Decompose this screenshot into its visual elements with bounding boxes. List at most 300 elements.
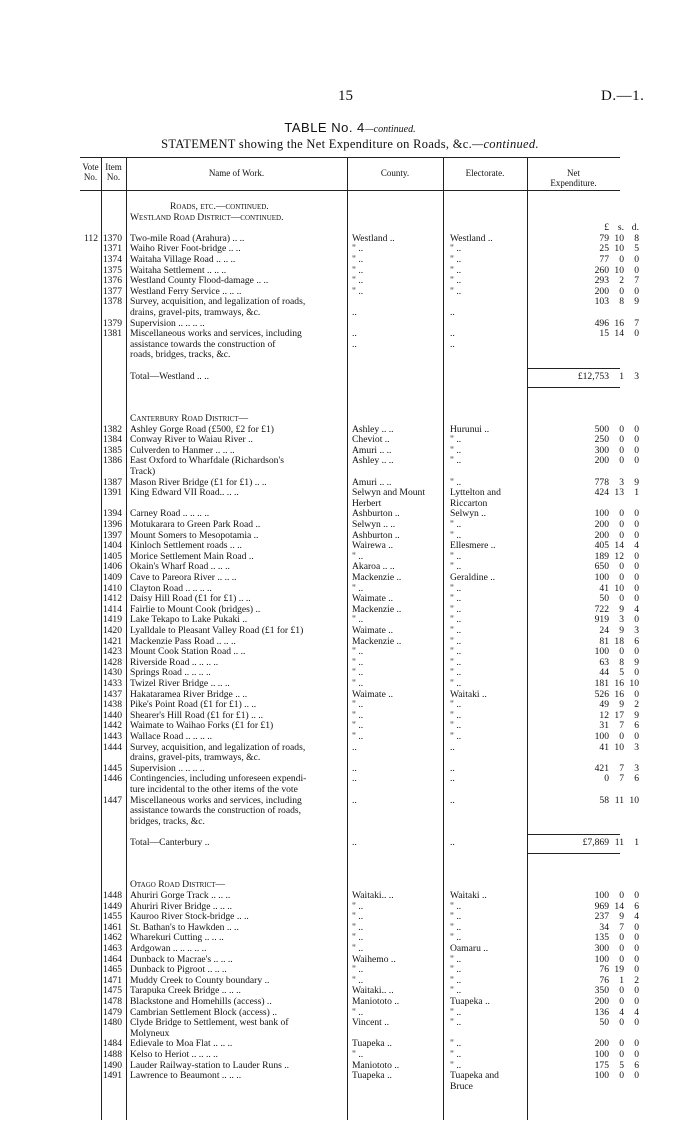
cell-name: Westland County Flood-damage .. ..	[130, 275, 269, 287]
cell-name: Waitaha Village Road .. .. ..	[130, 254, 236, 265]
table-row	[80, 880, 620, 890]
cell-item: 1428	[102, 656, 122, 668]
cell-elect: " ..	[450, 434, 462, 446]
cell-name: Lawrence to Beaumont .. .. ..	[130, 1070, 242, 1082]
cell-pounds: 650	[594, 561, 609, 573]
cell-pounds: 41	[599, 582, 609, 594]
cell-county: Mackenzie ..	[352, 635, 402, 647]
cell-elect: " ..	[450, 709, 462, 721]
cell-name: Waitaha Settlement .. .. ..	[130, 264, 227, 276]
cell-county: Ashburton ..	[352, 529, 400, 541]
cell-d: 0	[634, 943, 639, 954]
statement-suffix: —continued.	[472, 137, 539, 151]
cell-sh: 0	[619, 572, 624, 583]
table-row	[80, 794, 639, 806]
cell-d: d.	[631, 222, 639, 234]
cell-name: King Edward VII Road.. .. ..	[130, 487, 239, 499]
table-row	[80, 285, 639, 297]
cell-d: 9	[634, 709, 639, 721]
table-title-text: TABLE No. 4	[284, 120, 365, 135]
table-row	[80, 403, 620, 413]
cell-sh: 0	[619, 561, 624, 573]
cell-elect: " ..	[450, 550, 462, 562]
cell-elect: " ..	[450, 254, 462, 265]
cell-sh: 14	[614, 328, 624, 340]
cell-sh: 10	[614, 264, 624, 276]
cell-county: " ..	[352, 646, 364, 658]
cell-county: ..	[352, 794, 357, 806]
cell-sh: 13	[614, 487, 624, 499]
cell-name: Supervision .. .. .. ..	[130, 762, 205, 774]
cell-name: assistance towards the construction of	[130, 338, 276, 350]
cell-elect: " ..	[450, 985, 462, 997]
cell-pounds: 44	[599, 667, 609, 679]
cell-elect: " ..	[450, 476, 462, 488]
cell-pounds: 200	[594, 519, 609, 530]
cell-sh: 18	[614, 635, 624, 647]
cell-item: 1445	[102, 762, 122, 774]
cell-name: Canterbury Road District—	[130, 413, 249, 424]
cell-name: Edievale to Moa Flat .. .. ..	[130, 1038, 233, 1050]
cell-county: " ..	[352, 911, 364, 923]
cell-item: 1443	[102, 731, 122, 742]
cell-d: 0	[634, 985, 639, 997]
cell-d: 0	[634, 921, 639, 933]
cell-elect: " ..	[450, 561, 462, 573]
cell-name: Survey, acquisition, and legalization of roads,	[130, 296, 306, 308]
cell-county: " ..	[352, 656, 364, 668]
table-row	[80, 943, 639, 954]
cell-pounds: 76	[599, 974, 609, 986]
cell-name: Muddy Creek to County boundary ..	[130, 974, 270, 986]
header-vote	[80, 162, 101, 182]
cell-pounds: 76	[599, 964, 609, 976]
cell-elect: " ..	[450, 264, 462, 276]
table-row	[80, 635, 639, 647]
cell-elect: " ..	[450, 678, 462, 689]
cell-sh: 9	[619, 699, 624, 711]
cell-pounds: 293	[594, 275, 609, 287]
cell-name: Total—Westland .. ..	[130, 370, 210, 382]
table-row	[80, 699, 639, 711]
cell-sh: 0	[619, 519, 624, 530]
cell-sh: 9	[619, 911, 624, 923]
cell-d: 5	[634, 243, 639, 255]
cell-sh: 10	[614, 741, 624, 753]
cell-county: " ..	[352, 731, 364, 742]
table-row	[80, 467, 620, 477]
cell-d: 0	[634, 953, 639, 965]
cell-elect: ..	[450, 762, 455, 774]
table-row	[80, 625, 639, 636]
cell-item: 1409	[102, 572, 122, 583]
cell-county: Cheviot ..	[352, 434, 390, 446]
cell-name: Dunback to Macrae's .. .. ..	[130, 953, 233, 965]
cell-elect: " ..	[450, 603, 462, 615]
cell-sh: 14	[614, 540, 624, 552]
cell-item: 1370	[102, 232, 122, 244]
cell-elect: Waitaki ..	[450, 890, 487, 901]
cell-pounds: 24	[599, 625, 609, 636]
cell-county: " ..	[352, 900, 364, 912]
cell-elect: " ..	[450, 974, 462, 986]
cell-item: 1375	[102, 264, 122, 276]
cell-pounds: 58	[599, 794, 609, 806]
cell-name: Survey, acquisition, and legalization of roads,	[130, 741, 306, 753]
cell-pounds: 81	[599, 635, 609, 647]
cell-name: Kelso to Heriot .. .. .. ..	[130, 1049, 218, 1060]
cell-name: Daisy Hill Road (£1 for £1) .. ..	[130, 593, 251, 605]
cell-name: Hakataramea River Bridge .. ..	[130, 688, 248, 700]
cell-pounds: 0	[604, 773, 609, 785]
cell-county: Waimate ..	[352, 688, 394, 700]
cell-sh: 0	[619, 423, 624, 435]
cell-name: drains, gravel-pits, tramways, &c.	[130, 752, 261, 764]
table-row	[80, 350, 620, 360]
document-reference: D.—1.	[601, 88, 645, 104]
cell-elect: " ..	[450, 964, 462, 976]
cell-sh: 11	[614, 837, 624, 848]
cell-d: 0	[634, 932, 639, 944]
cell-sh: 2	[619, 275, 624, 287]
cell-elect: Westland ..	[450, 232, 493, 244]
cell-elect: ..	[450, 741, 455, 753]
cell-name: Supervision .. .. .. ..	[130, 317, 205, 329]
cell-name: roads, bridges, tracks, &c.	[130, 349, 231, 361]
cell-item: 1446	[102, 773, 122, 785]
cell-d: 0	[634, 1070, 639, 1082]
cell-sh: 0	[619, 455, 624, 467]
cell-county: ..	[352, 328, 357, 340]
cell-name: Miscellaneous works and services, including	[130, 328, 302, 340]
table-row	[80, 1059, 639, 1071]
cell-elect: " ..	[450, 911, 462, 923]
cell-name: Shearer's Hill Road (£1 for £1) .. ..	[130, 709, 264, 721]
cell-d: 6	[634, 773, 639, 785]
cell-d: 3	[634, 370, 639, 382]
cell-item: 1461	[102, 921, 122, 933]
cell-name: Carney Road .. .. .. ..	[130, 508, 210, 520]
cell-county: " ..	[352, 614, 364, 626]
cell-item: 1490	[102, 1059, 122, 1071]
cell-name: St. Bathan's to Hawkden .. ..	[130, 921, 239, 933]
cell-name: Pike's Point Road (£1 for £1) .. ..	[130, 699, 257, 711]
cell-name: Total—Canterbury ..	[130, 837, 210, 848]
cell-name: Roads, etc.—continued.	[170, 201, 269, 212]
cell-sh: 4	[619, 1006, 624, 1018]
cell-d: 0	[634, 731, 639, 742]
cell-county: " ..	[352, 1049, 364, 1060]
cell-d: 0	[634, 1049, 639, 1060]
cell-name: assistance towards the construction of roads,	[130, 805, 302, 817]
table-row	[80, 434, 639, 446]
cell-name: Track)	[130, 466, 156, 477]
table-row	[80, 985, 639, 997]
cell-pounds: 722	[594, 603, 609, 615]
cell-pounds: 136	[594, 1006, 609, 1018]
cell-elect: " ..	[450, 444, 462, 456]
cell-item: 1374	[102, 254, 122, 265]
header-county: County.	[380, 168, 410, 178]
cell-name: Westland Ferry Service .. .. ..	[130, 285, 242, 297]
header-net-line: Net	[567, 168, 580, 178]
table-row	[80, 393, 620, 403]
table-row	[80, 423, 639, 435]
cell-sh: 14	[614, 900, 624, 912]
cell-pounds: £	[604, 222, 609, 234]
cell-item: 1420	[102, 625, 122, 636]
cell-elect: " ..	[450, 667, 462, 679]
cell-county: " ..	[352, 1006, 364, 1018]
cell-d: 0	[634, 1017, 639, 1029]
cell-elect: Tuapeka ..	[450, 996, 490, 1007]
cell-pounds: 189	[594, 550, 609, 562]
cell-elect: " ..	[450, 635, 462, 647]
table-row	[80, 921, 639, 933]
cell-county: Waihemo ..	[352, 953, 396, 965]
cell-pounds: 424	[594, 487, 609, 499]
cell-sh: 0	[619, 285, 624, 297]
cell-item: 1491	[102, 1070, 122, 1082]
cell-pounds: 300	[594, 943, 609, 954]
cell-pounds: 100	[594, 890, 609, 901]
cell-sh: 16	[614, 678, 624, 689]
cell-sh: s.	[617, 222, 624, 234]
cell-sh: 0	[619, 444, 624, 456]
cell-pounds: 100	[594, 508, 609, 520]
table-row	[80, 656, 639, 668]
cell-sh: 3	[619, 614, 624, 626]
cell-county: Selwyn .. ..	[352, 519, 396, 530]
cell-d: 3	[634, 741, 639, 753]
table-row	[80, 709, 639, 721]
cell-pounds: 778	[594, 476, 609, 488]
cell-elect: Geraldine ..	[450, 572, 496, 583]
cell-pounds: 200	[594, 1038, 609, 1050]
cell-name: Blackstone and Homehills (access) ..	[130, 996, 272, 1007]
cell-name: Okain's Wharf Road .. .. ..	[130, 561, 230, 573]
table-row	[80, 232, 639, 244]
cell-elect: " ..	[450, 731, 462, 742]
table-row	[80, 806, 620, 816]
cell-county: " ..	[352, 974, 364, 986]
cell-name: Cave to Pareora River .. .. ..	[130, 572, 237, 583]
cell-county: ..	[352, 837, 357, 848]
table-row	[80, 1049, 639, 1060]
table-row	[80, 859, 620, 869]
cell-name: Ahuriri River Bridge .. .. ..	[130, 900, 233, 912]
cell-sh: 5	[619, 667, 624, 679]
cell-item: 1475	[102, 985, 122, 997]
cell-item: 1464	[102, 953, 122, 965]
cell-item: 1440	[102, 709, 122, 721]
cell-sh: 17	[614, 709, 624, 721]
cell-sh: 11	[614, 794, 624, 806]
cell-name: bridges, tracks, &c.	[130, 815, 205, 827]
cell-county: Tuapeka ..	[352, 1038, 392, 1050]
header-item	[101, 162, 126, 182]
header-name: Name of Work.	[208, 168, 265, 178]
table-row	[80, 1017, 639, 1029]
cell-name: Ashley Gorge Road (£500, £2 for £1)	[130, 423, 274, 435]
cell-d: 0	[634, 572, 639, 583]
cell-sh: 7	[619, 762, 624, 774]
cell-county: " ..	[352, 264, 364, 276]
cell-item: 1455	[102, 911, 122, 923]
table-row	[80, 678, 639, 689]
cell-pounds: 300	[594, 444, 609, 456]
cell-d: 1	[634, 487, 639, 499]
cell-county: Ashley .. ..	[352, 455, 394, 467]
cell-d: 6	[634, 635, 639, 647]
cell-item: 1448	[102, 890, 122, 901]
table-row	[80, 582, 639, 594]
table-row	[80, 317, 639, 329]
cell-sh: 7	[619, 720, 624, 732]
total-row	[80, 370, 639, 382]
cell-d: 6	[634, 900, 639, 912]
cell-pounds: 526	[594, 688, 609, 700]
cell-d: 0	[634, 1038, 639, 1050]
table-row	[80, 1006, 639, 1018]
table-row	[80, 340, 620, 350]
cell-name: Mount Somers to Mesopotamia ..	[130, 529, 259, 541]
statement-heading	[0, 137, 700, 152]
cell-county: ..	[352, 338, 357, 350]
table-row	[80, 773, 639, 785]
cell-d: 4	[634, 540, 639, 552]
table-row	[80, 614, 639, 626]
cell-elect: " ..	[450, 932, 462, 944]
cell-elect: ..	[450, 307, 455, 318]
cell-elect: " ..	[450, 1006, 462, 1018]
cell-county: Akaroa .. ..	[352, 561, 395, 573]
cell-sh: 10	[614, 582, 624, 594]
cell-county: Wairewa ..	[352, 540, 394, 552]
cell-pounds: 919	[594, 614, 609, 626]
cell-county: ..	[352, 773, 357, 785]
cell-pounds: 41	[599, 741, 609, 753]
cell-elect: " ..	[450, 900, 462, 912]
cell-county: " ..	[352, 550, 364, 562]
cell-county: " ..	[352, 582, 364, 594]
cell-county: " ..	[352, 243, 364, 255]
table-row	[80, 296, 639, 308]
cell-elect: " ..	[450, 593, 462, 605]
cell-item: 1447	[102, 794, 122, 806]
cell-pounds: 350	[594, 985, 609, 997]
cell-name: Clyde Bridge to Settlement, west bank of	[130, 1017, 289, 1029]
cell-sh: 12	[614, 550, 624, 562]
cell-item: 1463	[102, 943, 122, 954]
cell-elect: " ..	[450, 1038, 462, 1050]
table-row	[80, 741, 639, 753]
cell-county: Mackenzie ..	[352, 572, 402, 583]
cell-name: Mackenzie Pass Road .. .. ..	[130, 635, 236, 647]
cell-d: 10	[629, 678, 639, 689]
cell-item: 1391	[102, 487, 122, 499]
table-row	[80, 870, 620, 880]
cell-item: 1404	[102, 540, 122, 552]
cell-name: East Oxford to Wharfdale (Richardson's	[130, 455, 284, 467]
cell-item: 1488	[102, 1049, 122, 1060]
cell-elect: " ..	[450, 1049, 462, 1060]
cell-d: 0	[634, 996, 639, 1007]
cell-item: 1430	[102, 667, 122, 679]
cell-county: Tuapeka ..	[352, 1070, 392, 1082]
cell-sh: 0	[619, 943, 624, 954]
cell-pounds: £7,869	[582, 837, 609, 848]
cell-sh: 19	[614, 964, 624, 976]
cell-pounds: 31	[599, 720, 609, 732]
cell-d: 0	[634, 890, 639, 901]
cell-sh: 0	[619, 890, 624, 901]
cell-d: 0	[634, 264, 639, 276]
cell-elect: " ..	[450, 519, 462, 530]
table-row	[80, 1070, 639, 1082]
cell-item: 1433	[102, 678, 122, 689]
cell-item: 1423	[102, 646, 122, 658]
cell-elect: " ..	[450, 1017, 462, 1029]
header-item-line: Item	[105, 162, 122, 172]
cell-d: 0	[634, 444, 639, 456]
statement-text: STATEMENT showing the Net Expenditure on Roads, &c.	[161, 137, 473, 151]
cell-name: Dunback to Pigroot .. .. ..	[130, 964, 227, 976]
cell-pounds: 969	[594, 900, 609, 912]
cell-name: Morice Settlement Main Road ..	[130, 550, 254, 562]
cell-item: 1484	[102, 1038, 122, 1050]
cell-name: Two-mile Road (Arahura) .. ..	[130, 232, 245, 244]
cell-d: 0	[634, 519, 639, 530]
table-row	[80, 202, 620, 212]
cell-item: 1385	[102, 444, 122, 456]
table-row	[80, 762, 639, 774]
cell-elect: " ..	[450, 243, 462, 255]
cell-elect: " ..	[450, 646, 462, 658]
cell-d: 8	[634, 232, 639, 244]
table-row	[80, 911, 639, 923]
cell-elect: " ..	[450, 455, 462, 467]
cell-item: 1379	[102, 317, 122, 329]
cell-name: Tarapuka Creek Bridge .. .. ..	[130, 985, 241, 997]
cell-pounds: 34	[599, 921, 609, 933]
cell-sh: 16	[614, 317, 624, 329]
cell-county: Ashburton ..	[352, 508, 400, 520]
cell-county: " ..	[352, 709, 364, 721]
cell-pounds: 25	[599, 243, 609, 255]
cell-sh: 0	[619, 996, 624, 1007]
cell-d: 4	[634, 1006, 639, 1018]
cell-name: Otago Road District—	[130, 879, 226, 891]
table-row	[80, 275, 639, 287]
cell-item: 1377	[102, 285, 122, 297]
table-row	[80, 603, 639, 615]
cell-county: Amuri .. ..	[352, 476, 392, 488]
cell-sh: 0	[619, 731, 624, 742]
cell-item: 1465	[102, 964, 122, 976]
table-row	[80, 476, 639, 488]
table-row	[80, 499, 620, 509]
cell-name: Springs Road .. .. .. ..	[130, 667, 211, 679]
table-row	[80, 932, 639, 944]
table-row	[80, 540, 639, 552]
cell-county: Ashley .. ..	[352, 423, 394, 435]
cell-county: Waitaki.. ..	[352, 890, 394, 901]
cell-sh: 10	[614, 243, 624, 255]
cell-pounds: 77	[599, 254, 609, 265]
cell-sh: 0	[619, 434, 624, 446]
cell-elect: " ..	[450, 625, 462, 636]
